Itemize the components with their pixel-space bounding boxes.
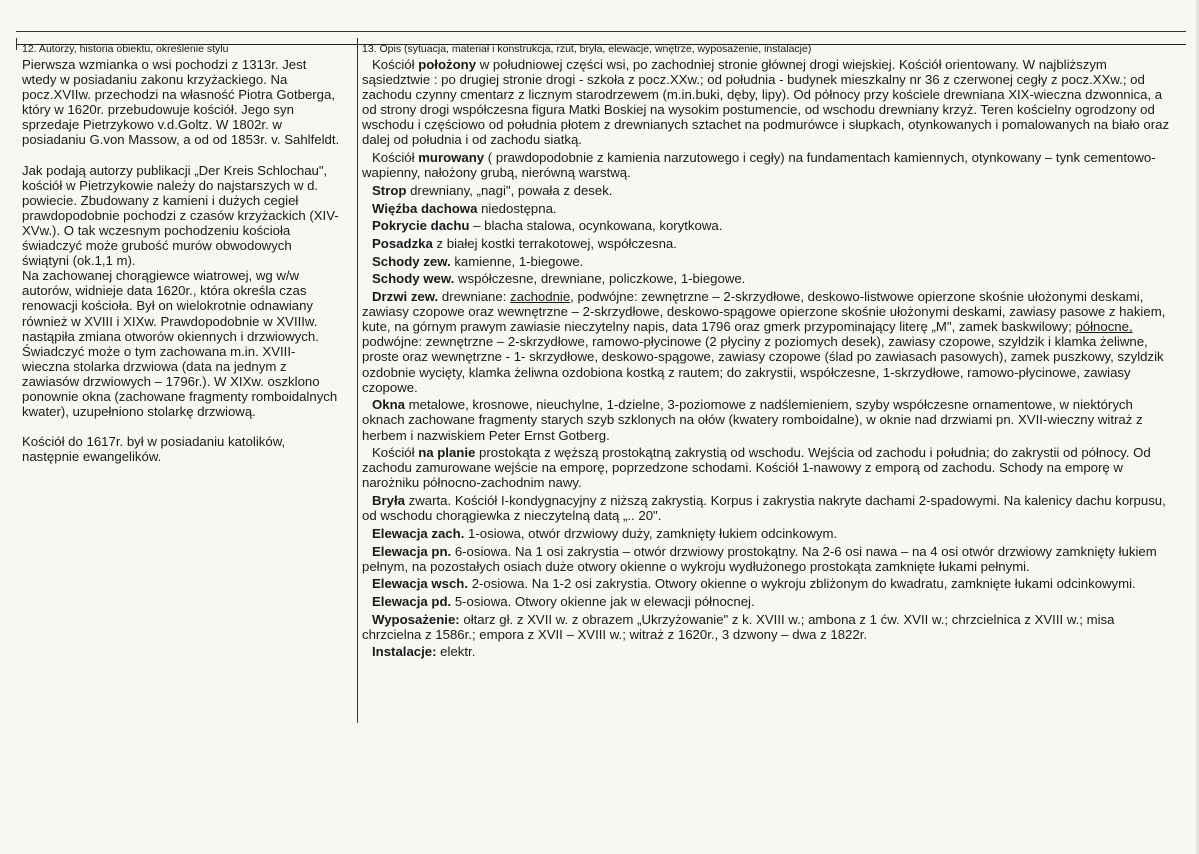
desc-ceiling: Strop drewniany, „nagi", powała z desek. [372,182,613,198]
top-rule [16,31,1186,32]
desc-south-facade: Elewacja pd. 5-osiowa. Otwory okienne jak w elewacji północnej. [372,594,755,609]
desc-roof-truss: Więźba dachowa niedostępna. [372,200,557,216]
desc-inner-stairs: Schody wew. współczesne, drewniane, policzkowe, 1-biegowe. [372,271,746,287]
desc-east-facade: Elewacja wsch. 2-osiowa. Na 1-2 osi zakrystia. Otwory okienne o wykroju zbliżonym do kwadratu, zamknięte łukami odcinkowymi. [372,576,1136,592]
history-paragraph-2: Jak podają autorzy publikacji „Der Kreis Schlochau", kościół w Pietrzykowie należy do najstarszych w d. powiecie. Zbudowany z kamieni i dużych cegieł prawdopodobnie pochodzi z czasów krzyżackich (XIV-XVw.). O tak wczesnym pochodzeniu kościoła świadczyć może grubość murów obwodowych świątyni (ok.1,1 m). [22,162,339,269]
desc-north-facade: Elewacja pn. 6-osiowa. Na 1 osi zakrystia – otwór drzwiowy prostokątny. Na 2-6 osi nawa – na 4 osi otwór drzwiowy zamknięty łukiem pełnym, na pozostałych osiach duże otwory okienne o wykroju wydłużonego prostokąta zamknięte łukami pełnymi. [362,543,1157,574]
desc-outer-stairs: Schody zew. kamienne, 1-biegowe. [372,253,584,269]
description-column [362,57,1174,662]
desc-west-facade: Elewacja zach. 1-osiowa, otwór drzwiowy duży, zamknięty łukiem odcinkowym. [372,525,838,541]
history-paragraph-3: Na zachowanej chorągiewce wiatrowej, wg w/w autorów, widnieje data 1620r., która określa czas renowacji kościoła. Był on wielokrotnie odnawiany również w XVIII i XIXw. Prawdopodobnie w XVIIIw. nastąpiła zmiana otworów okiennych i drzwiowych. Świadczyć może o tym zachowana m.in. XVIII-wieczna stolarka drzwiowa (data na jednym z zawiasów drzwiowych – 1796r.). W XIXw. oszklono ponownie okna (zachowane fragmenty romboidalnych kwater), uzupełniono stolarkę drzwiową. [22,268,338,420]
history-column [22,57,340,464]
desc-roofing: Pokrycie dachu – blacha stalowa, ocynkowana, korytkowa. [372,218,723,234]
desc-windows: Okna metalowe, krosnowe, nieuchylne, 1-dzielne, 3-poziomowe z nadślemieniem, szyby współczesne ornamentowe, w niektórych oknach zachowane fragmenty starych szyb szklonych na ołów (kwatery romboidalne), w oknie nad drzwiami pn. XVII-wieczny witraż z herbem i nazwiskiem Peter Ernst Gotberg. [362,397,1143,443]
desc-location: Kościół położony w południowej części wsi, po zachodniej stronie głównej drogi wiejskiej. Kościół orientowany. W najbliższym sąsiedztwie : po drugiej stronie drogi - szkoła z pocz.XXw.; od południa - budynek mieszkalny nr 36 z czerwonej cegły z pocz.XXw.; od zachodu czynny cmentarz z licznym starodrzewem (m.in.buki, dęby, lipy). Od północy przy kościele drewniana XIX-wieczna dzwonnica, a od strony drogi współczesna figura Matki Boskiej na wysokim postumencie, od wschodu drewniany krzyż. Teren kościelny ogrodzony od wschodu i częściowo od południa płotem z drewnianych sztachet na podmurówce i słupkach, otynkowanych i pomalowanych na biało oraz dalej od południa i od zachodu siatką. [362,57,1170,148]
left-tick [16,38,17,50]
history-paragraph-1: Pierwsza wzmianka o wsi pochodzi z 1313r. Jest wtedy w posiadaniu zakonu krzyżackiego. Na pocz.XVIIw. przechodzi na własność Piotra Gotberga, który w 1620r. przebudowuje kościół. Jego syn sprzedaje Pietrzykowo v.d.Goltz. W 1802r. w posiadaniu G.von Massow, a od od 1853r. v. Sahlfeldt. [22,57,340,148]
history-paragraph-4: Kościół do 1617r. był w posiadaniu katolików, następnie ewangelików. [22,434,286,465]
section-12-header: 12. Autorzy, historia obiektu, określenie stylu [22,43,229,55]
desc-material: Kościół murowany ( prawdopodobnie z kamienia narzutowego i cegły) na fundamentach kamiennych, otynkowany – tynk cementowo-wapienny, nałożony grubą, nierówną warstwą. [362,150,1156,181]
desc-floor: Posadzka z białej kostki terrakotowej, współczesna. [372,236,677,251]
desc-massing: Bryła zwarta. Kościół I-kondygnacyjny z niższą zakrystią. Korpus i zakrystia nakryte dachami 2-spadowymi. Na kalenicy dachu korpusu, od wschodu chorągiewka z nieczytelną datą „.. 20". [362,493,1166,524]
desc-doors: Drzwi zew. drewniane: zachodnie, podwójne: zewnętrzne – 2-skrzydłowe, deskowo-listwowe opierzone skośnie ułożonymi deskami, zawiasy czopowe oraz wewnętrzne – 2-skrzydłowe, deskowo-spągowe opierzone skośnie ułożonymi deskami, zawiasy pasowe z hakiem, kute, na górnym prawym zawiasie nieczytelny napis, data 1796 oraz gmerk przypominający literę „M", zamek baskwilowy; północne, podwójne: zewnętrzne – 2-skrzydłowe, ramowo-płycinowe (2 płyciny z poziomych desek), zawiasy czopowe, szyldzik i klamka żeliwne, proste oraz wewnętrzne - 1- skrzydłowe, deskowo-spągowe, zawiasy czopowe (ślad po zawiasach pasowych), zamek puszkowy, szyldzik ozdobnie wycięty, klamka żeliwna ozdobiona kostką z rautem; do zakrystii, współczesne, 1-skrzydłowe, ramowo-płycinowe, zawiasy czopowe. [362,289,1166,395]
desc-installations: Instalacje: elektr. [372,644,476,660]
desc-plan: Kościół na planie prostokąta z węższą prostokątną zakrystią od wschodu. Wejścia od zachodu i południa; do zakrystii od północy. Od zachodu zamurowane wejście na emporę, poprzedzone schodami. Kościół 1-nawowy z emporą od zachodu. Schody na emporę w narożniku północno-zachodnim nawy. [362,445,1151,491]
column-divider [357,38,358,723]
desc-furnishings: Wyposażenie: ołtarz gł. z XVII w. z obrazem „Ukrzyżowanie" z k. XVIII w.; ambona z 1 ćw. XVII w.; chrzcielnica z XVIII w.; misa chrzcielna z 1586r.; empora z XVII – XVIII w.; witraż z 1620r., 3 dzwony – dwa z 1822r. [362,611,1115,642]
section-13-header: 13. Opis (sytuacja, materiał i konstrukcja, rzut, bryła, elewacje, wnętrze, wyposażenie, instalacje) [362,43,812,55]
